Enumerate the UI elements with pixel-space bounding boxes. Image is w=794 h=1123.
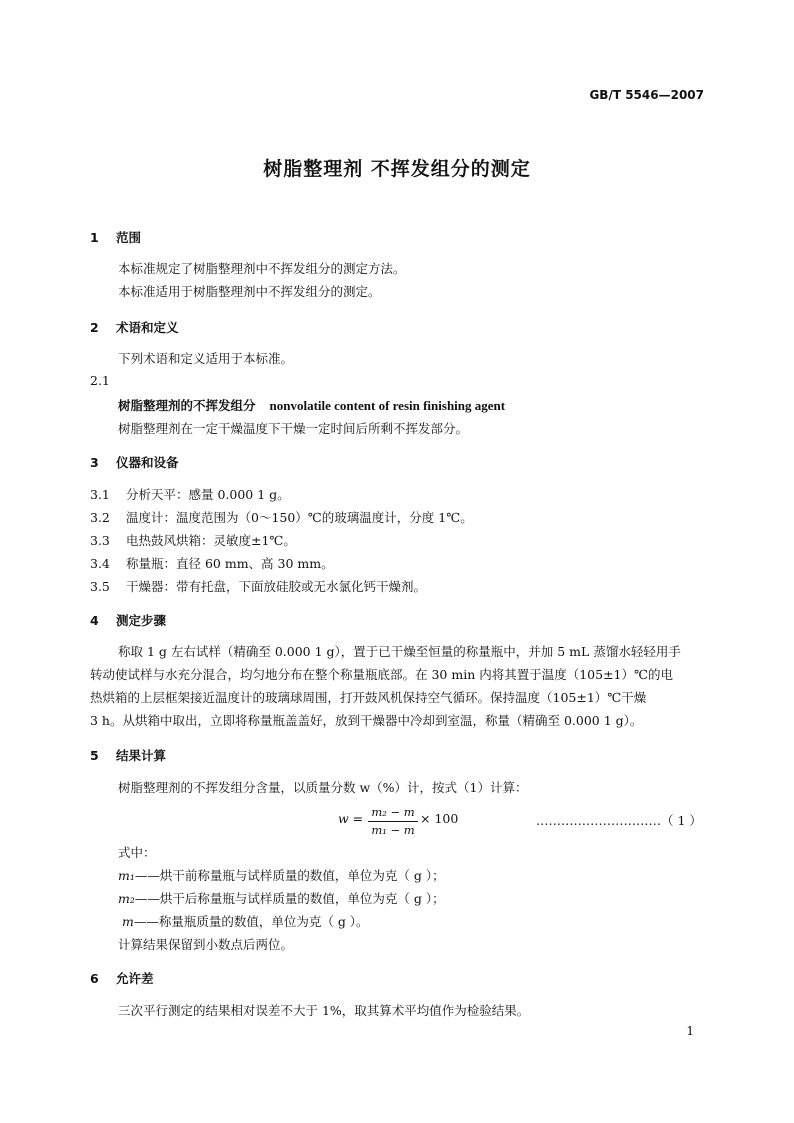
term-cn: 树脂整理剂的不挥发组分: [118, 398, 256, 413]
section-title: 允许差: [116, 971, 154, 986]
item-text: 分析天平：感量 0.000 1 g。: [126, 487, 290, 502]
list-item: [90, 577, 426, 595]
where-label: 式中：: [118, 845, 156, 860]
term-number: 2.1: [90, 373, 110, 388]
item-text: 电热鼓风烘箱：灵敏度±1℃。: [126, 533, 296, 548]
standard-code: GB/T 5546—2007: [589, 88, 704, 102]
item-number: 3.5: [90, 579, 110, 594]
item-text: 干燥器：带有托盘，下面放硅胶或无水氯化钙干燥剂。: [126, 579, 427, 594]
variable-definition: [118, 889, 445, 907]
section-1-heading: [90, 228, 141, 246]
variable-definition: [122, 912, 369, 930]
fraction-bar: [368, 821, 418, 822]
item-number: 3.3: [90, 533, 110, 548]
item-number: 3.4: [90, 556, 110, 571]
variable-symbol: m₁: [118, 868, 135, 883]
section-4-heading: [90, 611, 166, 629]
paragraph: 树脂整理剂的不挥发组分含量，以质量分数 w（%）计，按式（1）计算：: [118, 780, 528, 795]
item-number: 3.2: [90, 510, 110, 525]
term-definition: 树脂整理剂在一定干燥温度下干燥一定时间后所剩不挥发部分。: [118, 421, 469, 436]
paragraph-line: 3 h。从烘箱中取出，立即将称量瓶盖盖好，放到干燥器中冷却到室温，称量（精确至 0.000 1 g）。: [90, 713, 643, 728]
paragraph: 本标准规定了树脂整理剂中不挥发组分的测定方法。: [118, 261, 406, 276]
item-number: 3.1: [90, 487, 110, 502]
variable-symbol: m₂: [118, 891, 135, 906]
section-number: 4: [90, 613, 99, 628]
paragraph: 本标准适用于树脂整理剂中不挥发组分的测定。: [118, 284, 381, 299]
section-number: 1: [90, 230, 99, 245]
list-item: [90, 508, 473, 526]
section-number: 5: [90, 748, 99, 763]
variable-text: ——称量瓶质量的数值，单位为克（ g ）。: [133, 914, 369, 929]
section-2-heading: [90, 318, 179, 336]
section-title: 范围: [116, 230, 142, 245]
variable-definition: [118, 866, 445, 884]
section-number: 3: [90, 455, 99, 470]
term-en: nonvolatile content of resin finishing agent: [269, 398, 506, 413]
paragraph-line: 转动使试样与水充分混合，均匀地分布在整个称量瓶底部。在 30 min 内将其置于温度（105±1）℃的电: [90, 667, 673, 682]
item-text: 称量瓶：直径 60 mm、高 30 mm。: [126, 556, 334, 571]
list-item: [90, 485, 290, 503]
section-title: 结果计算: [116, 748, 167, 763]
paragraph: 三次平行测定的结果相对误差不大于 1%，取其算术平均值作为检验结果。: [118, 1003, 530, 1018]
formula-numerator: m₂ − m: [371, 805, 415, 819]
paragraph-line: 称取 1 g 左右试样（精确至 0.000 1 g），置于已干燥至恒量的称量瓶中，并加 5 mL 蒸馏水轻轻用手: [118, 644, 681, 659]
variable-text: ——烘干后称量瓶与试样质量的数值，单位为克（ g ）；: [134, 891, 445, 906]
section-title: 仪器和设备: [116, 455, 179, 470]
page-number: 1: [686, 1024, 694, 1038]
document-title: 树脂整理剂 不挥发组分的测定: [263, 158, 531, 180]
list-item: [90, 531, 296, 549]
variable-text: ——烘干前称量瓶与试样质量的数值，单位为克（ g ）；: [134, 868, 445, 883]
section-title: 术语和定义: [116, 320, 179, 335]
formula-fraction: [368, 805, 418, 837]
section-6-heading: [90, 969, 154, 987]
formula-multiplier: × 100: [420, 811, 459, 826]
paragraph-line: 热烘箱的上层框架接近温度计的玻璃球周围，打开鼓风机保持空气循环。保持温度（105±1）℃干燥: [90, 690, 647, 705]
formula-denominator: m₁ − m: [371, 823, 415, 837]
variable-symbol: m: [122, 914, 134, 929]
section-number: 2: [90, 320, 99, 335]
section-5-heading: [90, 746, 166, 764]
equation-label: …………………………（ 1 ）: [536, 813, 702, 828]
section-3-heading: [90, 453, 179, 471]
formula-lhs: w =: [338, 811, 364, 826]
paragraph: 计算结果保留到小数点后两位。: [118, 937, 294, 952]
paragraph: 下列术语和定义适用于本标准。: [118, 351, 294, 366]
term-entry: [118, 396, 505, 414]
item-text: 温度计：温度范围为（0～150）℃的玻璃温度计，分度 1℃。: [126, 510, 473, 525]
list-item: [90, 554, 334, 572]
section-number: 6: [90, 971, 99, 986]
section-title: 测定步骤: [116, 613, 167, 628]
